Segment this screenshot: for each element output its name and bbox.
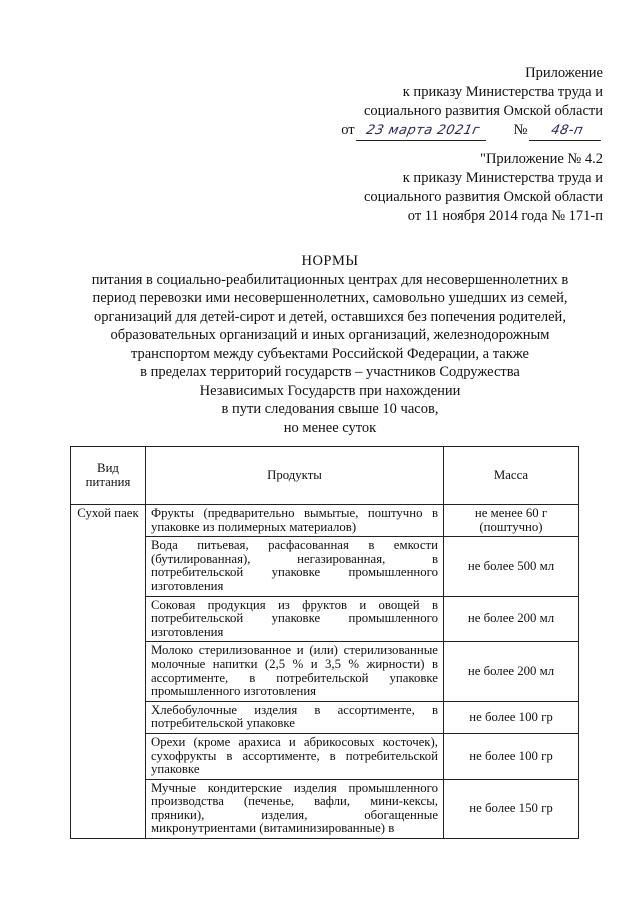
meal-type-cell: Сухой паек	[71, 505, 146, 839]
title-line: период перевозки ими несовершеннолетних, самовольно ушедших из семей,	[92, 290, 568, 306]
product-cell: Вода питьевая, расфасованная в емкости (бутилированная), негазированная, в потребительской упаковке промышленного изготовления	[146, 537, 444, 596]
title-line: в пути следования свыше 10 часов,	[221, 401, 439, 417]
title-heading: НОРМЫ	[301, 253, 359, 269]
appendix-line: социального развития Омской области	[364, 103, 603, 119]
product-cell: Хлебобулочные изделия в ассортименте, в потребительской упаковке	[146, 701, 444, 733]
header-products: Продукты	[146, 447, 444, 505]
table-row	[71, 779, 579, 838]
header-mass: Масса	[444, 447, 579, 505]
table-row	[71, 537, 579, 596]
product-cell: Молоко стерилизованное и (или) стерилизованные молочные напитки (2,5 % и 3,5 % жирности) в ассортименте, в потребительской упаковке промышленного изготовления	[146, 642, 444, 701]
appendix-line: "Приложение № 4.2	[480, 151, 603, 167]
table-row	[71, 642, 579, 701]
product-cell: Фрукты (предварительно вымытые, поштучно в упаковке из полимерных материалов)	[146, 505, 444, 537]
table-row	[71, 505, 579, 537]
mass-cell: не менее 60 г (поштучно)	[444, 505, 579, 537]
mass-cell: не более 100 гр	[444, 733, 579, 779]
title-line: в пределах территорий государств – участников Содружества	[140, 364, 520, 380]
order-date-line	[341, 121, 603, 141]
product-cell: Мучные кондитерские изделия промышленного производства (печенье, вафли, мини-кексы, пряники), изделия, обогащенные микронутриентами (витаминизированные) в	[146, 779, 444, 838]
appendix-line: от 11 ноября 2014 года № 171-п	[407, 208, 603, 224]
date-prefix: от	[341, 122, 355, 138]
mass-cell: не более 200 мл	[444, 642, 579, 701]
mass-cell: не более 150 гр	[444, 779, 579, 838]
mass-cell: не более 200 мл	[444, 596, 579, 642]
number-prefix: №	[513, 122, 528, 138]
mass-cell: не более 500 мл	[444, 537, 579, 596]
document-title	[70, 252, 590, 437]
title-line: Независимых Государств при нахождении	[199, 382, 461, 399]
title-line: образовательных организаций и иных организаций, железнодорожным	[110, 327, 550, 343]
handwritten-number: 48-п	[529, 121, 605, 141]
appendix-line: к приказу Министерства труда и	[402, 84, 603, 100]
header-meal-type: Вид питания	[71, 447, 146, 505]
amended-appendix-header	[364, 150, 603, 226]
product-cell: Соковая продукция из фруктов и овощей в потребительской упаковке промышленного изготовления	[146, 596, 444, 642]
table-row	[71, 596, 579, 642]
nutrition-norms-table	[70, 446, 579, 839]
table-row	[71, 733, 579, 779]
table-row	[71, 701, 579, 733]
handwritten-date: 23 марта 2021г	[356, 121, 490, 141]
title-line: питания в социально-реабилитационных центрах для несовершеннолетних в	[91, 271, 569, 288]
title-line: организаций для детей-сирот и детей, оставшихся без попечения родителей,	[94, 308, 566, 325]
title-line: транспортом между субъектами Российской Федерации, а также	[130, 345, 529, 362]
mass-cell: не более 100 гр	[444, 701, 579, 733]
appendix-line: к приказу Министерства труда и	[402, 170, 603, 186]
appendix-line: социального развития Омской области	[364, 189, 603, 205]
appendix-line: Приложение	[525, 65, 603, 81]
title-line: но менее суток	[283, 419, 377, 436]
appendix-header	[341, 64, 603, 141]
product-cell: Орехи (кроме арахиса и абрикосовых косточек), сухофрукты в ассортименте, в потребительской упаковке	[146, 733, 444, 779]
table-header-row	[71, 447, 579, 505]
